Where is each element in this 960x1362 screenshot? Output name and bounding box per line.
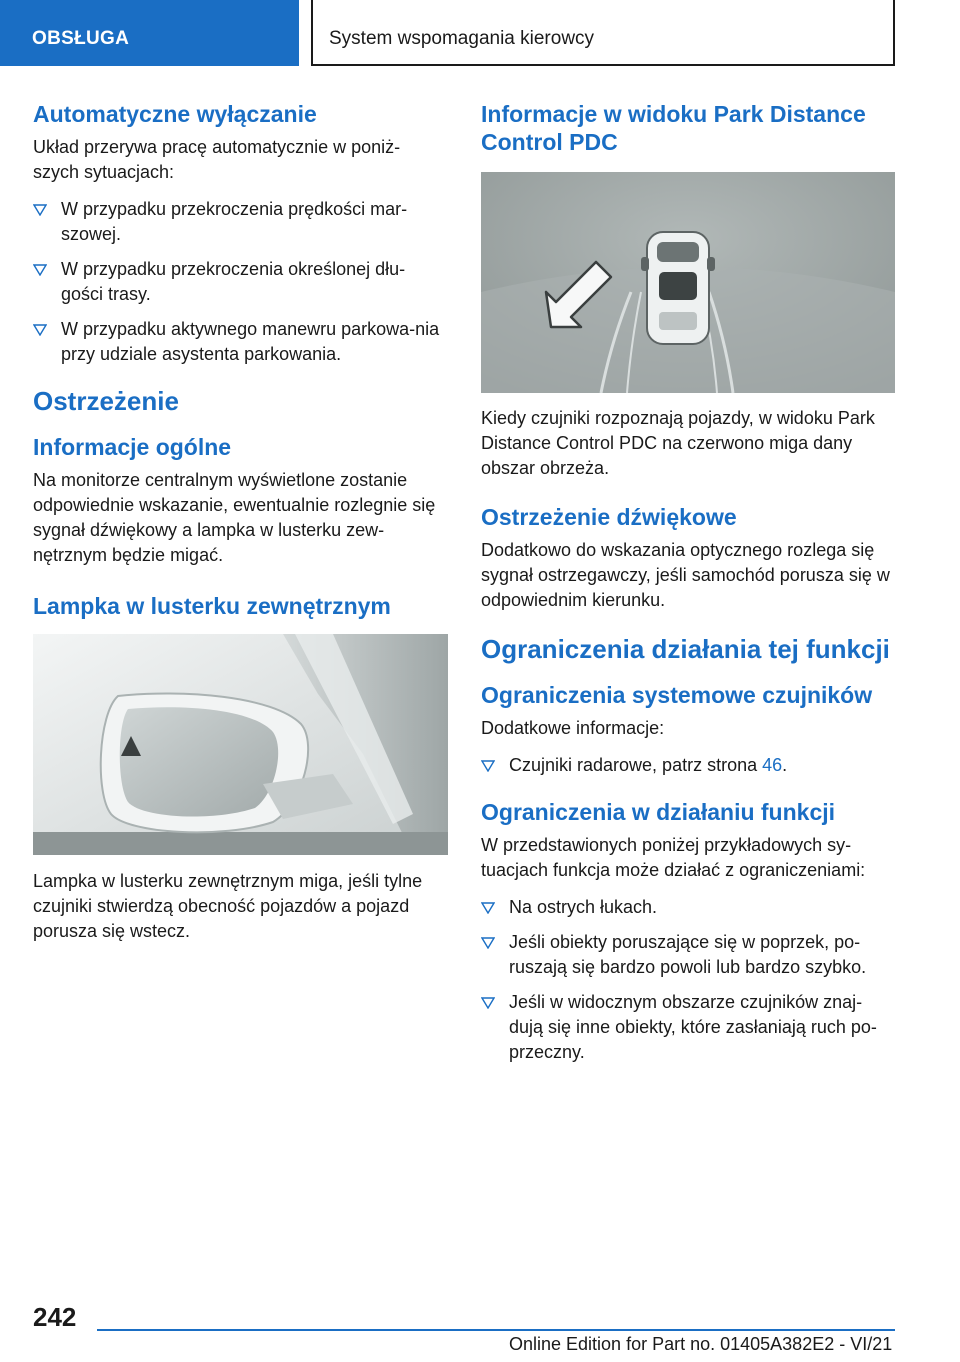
list-item-text: W przypadku przekroczenia prędkości mar-szowej. [61, 199, 408, 244]
auto-off-intro: Układ przerywa pracę automatycznie w poniż-szych sytuacjach: [33, 137, 401, 182]
function-limits-heading: Ograniczenia w działaniu funkcji [481, 799, 836, 825]
left-column [33, 100, 448, 944]
auto-off-heading: Automatyczne wyłączanie [33, 101, 317, 127]
list-item [481, 930, 895, 980]
triangle-bullet-icon [481, 997, 495, 1009]
triangle-bullet-icon [33, 264, 47, 276]
list-item-text: W przypadku aktywnego manewru parkowa-nia przy udziale asystenta parkowania. [61, 319, 440, 364]
warning-heading: Ostrzeżenie [33, 386, 179, 416]
triangle-bullet-icon [33, 204, 47, 216]
sensor-limits-intro: Dodatkowe informacje: [481, 718, 665, 738]
list-item [481, 753, 895, 778]
edition-note: Online Edition for Part no. 01405A382E2 - VI/21 [509, 1334, 893, 1354]
list-item-text: Na ostrych łukach. [509, 897, 658, 917]
page-number: 242 [33, 1302, 77, 1332]
list-item-text: W przypadku przekroczenia określonej dłu-gości trasy. [61, 259, 406, 304]
list-item-text: Jeśli w widocznym obszarze czujników znaj-dują się inne obiekty, które zasłaniają ruch po-przeczny. [509, 992, 877, 1062]
list-item-text: Jeśli obiekty poruszające się w poprzek, po-ruszają się bardzo powoli lub bardzo szybko. [509, 932, 867, 977]
triangle-bullet-icon [481, 902, 495, 914]
footer-divider [97, 1329, 895, 1331]
pdc-view-image [481, 172, 895, 393]
acoustic-warning-heading: Ostrzeżenie dźwiękowe [481, 504, 737, 530]
triangle-bullet-icon [33, 324, 47, 336]
mirror-lamp-text: Lampka w lusterku zewnętrznym miga, jeśli tylne czujniki stwierdzą obecność pojazdów a pojazd porusza się wstecz. [33, 871, 423, 941]
right-column [481, 100, 895, 1075]
function-limits-list [481, 895, 895, 1065]
limits-heading: Ograniczenia działania tej funkcji [481, 634, 890, 664]
general-info-heading: Informacje ogólne [33, 434, 232, 460]
general-info-text: Na monitorze centralnym wyświetlone zostanie odpowiednie wskazanie, ewentualnie rozlegnie się sygnał dźwiękowy a lampka w lusterku zew-nętrznym będzie migać. [33, 470, 436, 565]
list-item [481, 895, 895, 920]
page-reference-link[interactable]: 46 [762, 755, 783, 775]
sensor-limits-heading: Ograniczenia systemowe czujników [481, 682, 873, 708]
mirror-lamp-image [33, 634, 448, 855]
auto-off-list [33, 197, 448, 367]
pdc-illustration [481, 172, 895, 393]
chapter-title: System wspomagania kierowcy [311, 0, 895, 66]
list-item [33, 257, 448, 307]
acoustic-warning-text: Dodatkowo do wskazania optycznego rozlega się sygnał ostrzegawczy, jeśli samochód porusza się w odpowiednim kierunku. [481, 540, 890, 610]
pdc-heading: Informacje w widoku Park Distance Control PDC [481, 101, 866, 155]
function-limits-intro: W przedstawionych poniżej przykładowych sy-tuacjach funkcja może działać z ograniczeniami: [481, 835, 866, 880]
mirror-lamp-heading: Lampka w lusterku zewnętrznym [33, 593, 391, 619]
list-item [33, 317, 448, 367]
list-item [33, 197, 448, 247]
section-tab[interactable]: OBSŁUGA [0, 0, 299, 66]
pdc-text: Kiedy czujniki rozpoznają pojazdy, w widoku Park Distance Control PDC na czerwono miga dany obszar obrzeża. [481, 408, 875, 478]
list-item-end: . [782, 755, 788, 775]
list-item [481, 990, 895, 1065]
list-item-text: Czujniki radarowe, patrz strona [509, 755, 763, 775]
triangle-bullet-icon [481, 937, 495, 949]
sensor-limits-list [481, 753, 895, 778]
triangle-bullet-icon [481, 760, 495, 772]
side-mirror-illustration [33, 634, 448, 855]
